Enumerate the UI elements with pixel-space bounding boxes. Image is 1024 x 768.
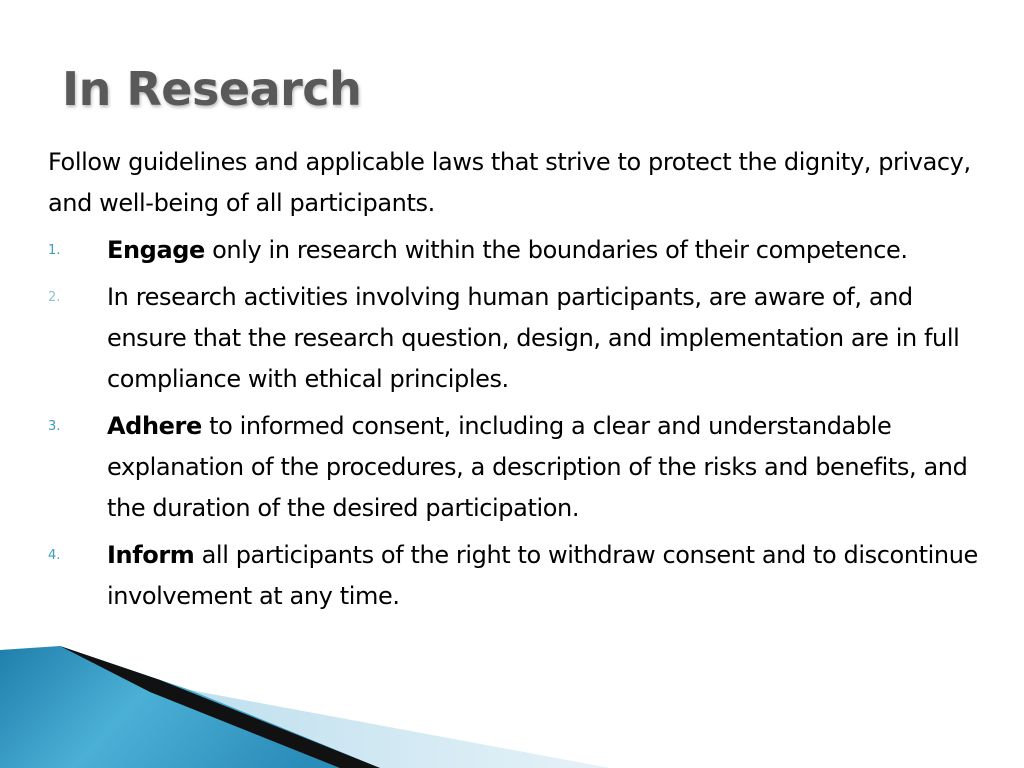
list-item-number: 2. xyxy=(48,290,61,305)
list-item-number: 3. xyxy=(48,419,61,434)
slide-body xyxy=(48,142,998,623)
list-item-keyword: Adhere xyxy=(107,412,202,440)
list-item-text: to informed consent, including a clear and understandable explanation of the procedures, a description of the risks and benefits, and the duration of the desired participation. xyxy=(107,412,968,522)
list-item-text: all participants of the right to withdraw consent and to discontinue involvement at any time. xyxy=(107,541,978,610)
numbered-list xyxy=(48,230,998,617)
list-item-number: 1. xyxy=(48,243,61,258)
list-item xyxy=(48,277,998,400)
list-item-keyword: Inform xyxy=(107,541,195,569)
list-item xyxy=(48,406,998,529)
list-item-text: In research activities involving human participants, are aware of, and ensure that the research question, design, and implementation are in full compliance with ethical principles. xyxy=(107,283,960,393)
dark-wave-stripe xyxy=(60,646,380,768)
intro-paragraph: Follow guidelines and applicable laws that strive to protect the dignity, privacy, and well-being of all participants. xyxy=(48,148,971,217)
list-item-text: only in research within the boundaries of their competence. xyxy=(204,236,908,264)
list-item-keyword: Engage xyxy=(107,236,205,264)
list-item xyxy=(48,535,998,617)
slide-title: In Research xyxy=(62,62,362,116)
list-item-number: 4. xyxy=(48,548,61,563)
pale-blue-band xyxy=(190,690,610,768)
blue-wave-band xyxy=(0,646,380,768)
list-item xyxy=(48,230,998,271)
